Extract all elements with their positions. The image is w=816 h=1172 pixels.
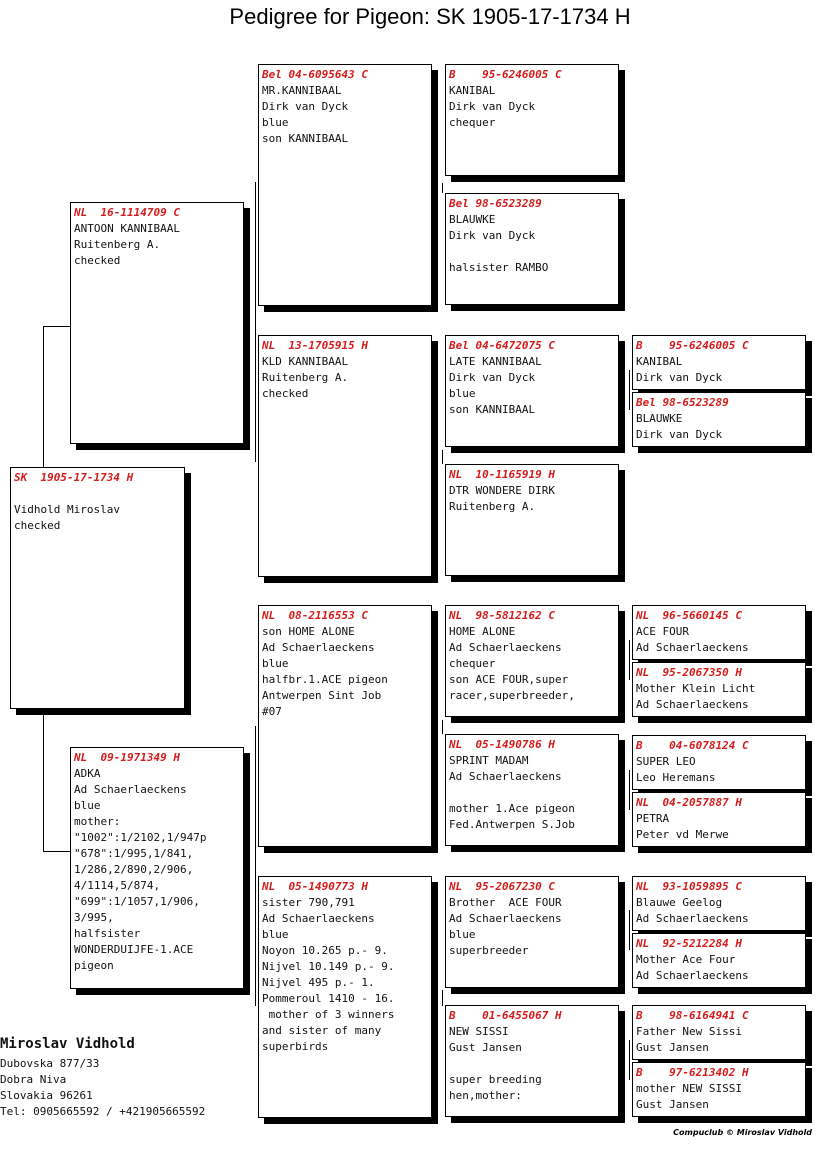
pigeon-card-dam[interactable] xyxy=(70,747,244,989)
card-line: sister 790,791 xyxy=(262,896,355,909)
card-line: Leo Heremans xyxy=(636,771,716,784)
pigeon-card-sdss[interactable] xyxy=(632,335,806,390)
card-line: son HOME ALONE xyxy=(262,625,355,638)
ring-number: Bel 04-6095643 C xyxy=(262,68,368,81)
card-line: blue xyxy=(262,116,289,129)
card-line: Ad Schaerlaeckens xyxy=(636,969,749,982)
owner-info xyxy=(0,1034,205,1120)
connector-line xyxy=(442,183,443,193)
pigeon-card-dds[interactable] xyxy=(445,876,619,988)
page-title: Pedigree for Pigeon: SK 1905-17-1734 H xyxy=(229,4,631,29)
ring-number: B 04-6078124 C xyxy=(636,739,749,752)
card-line: Ad Schaerlaeckens xyxy=(449,912,562,925)
card-line: Ruitenberg A. xyxy=(449,500,536,513)
card-line: Ad Schaerlaeckens xyxy=(262,641,375,654)
ring-number: NL 98-5812162 C xyxy=(449,609,555,622)
card-line: #07 xyxy=(262,705,282,718)
ring-number: NL 13-1705915 H xyxy=(262,339,368,352)
card-line: Ruitenberg A. xyxy=(74,238,161,251)
card-line: 3/995, xyxy=(74,911,114,924)
pigeon-card-dd[interactable] xyxy=(258,876,432,1118)
card-line: Brother ACE FOUR xyxy=(449,896,562,909)
pigeon-card-dsss[interactable] xyxy=(632,605,806,660)
footer-credit: Compuclub © Miroslav Vidhold xyxy=(673,1128,812,1137)
card-line: LATE KANNIBAAL xyxy=(449,355,542,368)
card-line: KANIBAL xyxy=(636,355,683,368)
connector-line xyxy=(43,851,70,852)
owner-line: Tel: 0905665592 / +421905665592 xyxy=(0,1105,206,1118)
connector-line xyxy=(629,910,630,950)
owner-name: Miroslav Vidhold xyxy=(0,1036,135,1052)
pigeon-card-dsd[interactable] xyxy=(445,734,619,846)
card-line: Dirk van Dyck xyxy=(636,428,723,441)
card-line xyxy=(14,486,181,502)
connector-line xyxy=(43,326,44,468)
pigeon-card-ddss[interactable] xyxy=(632,876,806,931)
pigeon-card-sss[interactable] xyxy=(445,64,619,176)
card-line: Father New Sissi xyxy=(636,1025,742,1038)
card-line: Fed.Antwerpen S.Job xyxy=(449,818,575,831)
card-line: son KANNIBAAL xyxy=(449,403,536,416)
card-line xyxy=(449,244,615,260)
card-line: mother: xyxy=(74,815,121,828)
card-line: Dirk van Dyck xyxy=(449,371,536,384)
card-line: blue xyxy=(449,387,476,400)
card-line: BLAUWKE xyxy=(636,412,683,425)
pigeon-card-ssd[interactable] xyxy=(445,193,619,305)
card-line xyxy=(449,785,615,801)
ring-number: NL 09-1971349 H xyxy=(74,751,180,764)
card-line: Ad Schaerlaeckens xyxy=(636,912,749,925)
pigeon-card-ss[interactable] xyxy=(258,64,432,306)
ring-number: B 97-6213402 H xyxy=(636,1066,749,1079)
card-line: blue xyxy=(74,799,101,812)
ring-number: NL 04-2057887 H xyxy=(636,796,742,809)
ring-number: NL 08-2116553 C xyxy=(262,609,368,622)
card-line: ANTOON KANNIBAAL xyxy=(74,222,180,235)
pigeon-card-dsds[interactable] xyxy=(632,735,806,790)
card-line: superbirds xyxy=(262,1040,329,1053)
card-line: Dirk van Dyck xyxy=(262,100,349,113)
card-line: superbreeder xyxy=(449,944,529,957)
connector-line xyxy=(43,710,44,852)
connector-line xyxy=(442,990,443,1006)
card-line: Pommeroul 1410 - 16. xyxy=(262,992,395,1005)
ring-number: NL 05-1490786 H xyxy=(449,738,555,751)
pigeon-card-sire[interactable] xyxy=(70,202,244,444)
card-line: Vidhold Miroslav xyxy=(14,503,120,516)
card-line: Gust Jansen xyxy=(636,1041,709,1054)
card-line: super breeding xyxy=(449,1073,542,1086)
card-line: Mother Ace Four xyxy=(636,953,736,966)
pigeon-card-ddsd[interactable] xyxy=(632,933,806,988)
ring-number: Bel 98-6523289 xyxy=(449,197,542,210)
card-line: PETRA xyxy=(636,812,670,825)
card-line: halsister RAMBO xyxy=(449,261,549,274)
pigeon-card-dsdd[interactable] xyxy=(632,792,806,847)
pigeon-card-ddd[interactable] xyxy=(445,1005,619,1117)
pigeon-card-subject[interactable] xyxy=(10,467,185,709)
connector-line xyxy=(629,770,630,810)
ring-number: SK 1905-17-1734 H xyxy=(14,471,134,484)
connector-line xyxy=(629,1040,630,1080)
card-line: KANIBAL xyxy=(449,84,496,97)
card-line: Ad Schaerlaeckens xyxy=(636,698,749,711)
card-line: WONDERDUIJFE-1.ACE xyxy=(74,943,194,956)
card-line: mother 1.Ace pigeon xyxy=(449,802,575,815)
card-line: pigeon xyxy=(74,959,114,972)
card-line: Ad Schaerlaeckens xyxy=(449,641,562,654)
ring-number: NL 96-5660145 C xyxy=(636,609,742,622)
card-line: halfsister xyxy=(74,927,141,940)
card-line: son KANNIBAAL xyxy=(262,132,349,145)
card-line: "699":1/1057,1/906, xyxy=(74,895,200,908)
card-line: MR.KANNIBAAL xyxy=(262,84,342,97)
card-line: "1002":1/2102,1/947p xyxy=(74,831,207,844)
card-line: checked xyxy=(262,387,309,400)
pigeon-card-dddd[interactable] xyxy=(632,1062,806,1117)
owner-line: Slovakia 96261 xyxy=(0,1089,93,1102)
card-line: Gust Jansen xyxy=(636,1098,709,1111)
card-line: Gust Jansen xyxy=(449,1041,522,1054)
ring-number: B 95-6246005 C xyxy=(636,339,749,352)
card-line: blue xyxy=(262,657,289,670)
card-line: NEW SISSI xyxy=(449,1025,509,1038)
card-line: KLD KANNIBAAL xyxy=(262,355,349,368)
card-line: Nijvel 10.149 p.- 9. xyxy=(262,960,395,973)
card-line: Ad Schaerlaeckens xyxy=(74,783,187,796)
card-line: blue xyxy=(262,928,289,941)
card-line: mother of 3 winners xyxy=(262,1008,395,1021)
connector-line xyxy=(629,640,630,680)
ring-number: NL 95-2067350 H xyxy=(636,666,742,679)
pigeon-card-ds[interactable] xyxy=(258,605,432,847)
card-line: blue xyxy=(449,928,476,941)
owner-line: Dobra Niva xyxy=(0,1073,67,1086)
ring-number: B 95-6246005 C xyxy=(449,68,562,81)
card-line: Noyon 10.265 p.- 9. xyxy=(262,944,388,957)
pigeon-card-sd[interactable] xyxy=(258,335,432,577)
card-line: and sister of many xyxy=(262,1024,382,1037)
card-line: 1/286,2/890,2/906, xyxy=(74,863,194,876)
card-line: HOME ALONE xyxy=(449,625,516,638)
ring-number: NL 10-1165919 H xyxy=(449,468,555,481)
card-line: Ad Schaerlaeckens xyxy=(262,912,375,925)
card-line: chequer xyxy=(449,116,496,129)
card-line: Ad Schaerlaeckens xyxy=(449,770,562,783)
card-line: Ad Schaerlaeckens xyxy=(636,641,749,654)
card-line: Mother Klein Licht xyxy=(636,682,756,695)
ring-number: B 98-6164941 C xyxy=(636,1009,749,1022)
card-line: ADKA xyxy=(74,767,101,780)
card-line: SUPER LEO xyxy=(636,755,696,768)
ring-number: Bel 98-6523289 xyxy=(636,396,729,409)
card-line: DTR WONDERE DIRK xyxy=(449,484,555,497)
connector-line xyxy=(255,726,256,1006)
connector-line xyxy=(629,370,630,410)
card-line: hen,mother: xyxy=(449,1089,522,1102)
pigeon-card-ddds[interactable] xyxy=(632,1005,806,1060)
pigeon-card-dss[interactable] xyxy=(445,605,619,717)
pigeon-card-sdd[interactable] xyxy=(445,464,619,576)
pigeon-card-dssd[interactable] xyxy=(632,662,806,717)
card-line: chequer xyxy=(449,657,496,670)
ring-number: NL 92-5212284 H xyxy=(636,937,742,950)
card-line: "678":1/995,1/841, xyxy=(74,847,194,860)
card-line: son ACE FOUR,super xyxy=(449,673,569,686)
card-line: ACE FOUR xyxy=(636,625,689,638)
ring-number: NL 16-1114709 C xyxy=(74,206,180,219)
card-line: Dirk van Dyck xyxy=(636,371,723,384)
card-line: Antwerpen Sint Job xyxy=(262,689,382,702)
connector-line xyxy=(442,450,443,464)
card-line: halfbr.1.ACE pigeon xyxy=(262,673,388,686)
card-line: Dirk van Dyck xyxy=(449,229,536,242)
connector-line xyxy=(43,326,70,327)
connector-line xyxy=(442,720,443,734)
connector-line xyxy=(255,182,256,462)
pigeon-card-sds[interactable] xyxy=(445,335,619,447)
ring-number: NL 05-1490773 H xyxy=(262,880,368,893)
card-line: Peter vd Merwe xyxy=(636,828,729,841)
card-line: Nijvel 495 p.- 1. xyxy=(262,976,375,989)
card-line: Blauwe Geelog xyxy=(636,896,723,909)
ring-number: NL 95-2067230 C xyxy=(449,880,555,893)
ring-number: B 01-6455067 H xyxy=(449,1009,562,1022)
card-line: checked xyxy=(14,519,61,532)
card-line: 4/1114,5/874, xyxy=(74,879,161,892)
card-line: Ruitenberg A. xyxy=(262,371,349,384)
card-line: racer,superbreeder, xyxy=(449,689,575,702)
owner-line: Dubovska 877/33 xyxy=(0,1057,100,1070)
card-line: SPRINT MADAM xyxy=(449,754,529,767)
card-line: BLAUWKE xyxy=(449,213,496,226)
pigeon-card-sdsd[interactable] xyxy=(632,392,806,447)
card-line: Dirk van Dyck xyxy=(449,100,536,113)
card-line xyxy=(449,1056,615,1072)
card-line: checked xyxy=(74,254,121,267)
ring-number: Bel 04-6472075 C xyxy=(449,339,555,352)
ring-number: NL 93-1059895 C xyxy=(636,880,742,893)
card-line: mother NEW SISSI xyxy=(636,1082,742,1095)
